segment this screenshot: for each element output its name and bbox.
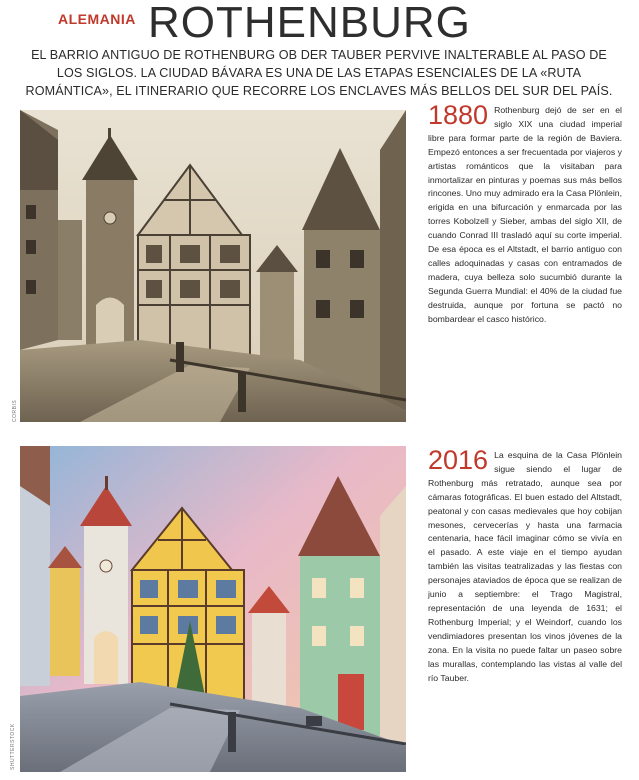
photo-credit-2016: SHUTTERSTOCK [10,723,16,770]
historic-photo-illustration [20,110,406,422]
modern-photo-2016 [20,446,406,772]
section-2016-text: La esquina de la Casa Plönlein sigue siendo el lugar de Rothenburg más retratado, aunque sea por cámaras fotográficas. El buen estado del Altstadt, peatonal y con casas medievales que hoy cobijan mesones, cervecerías y hasta una farmacia centenaria, hace fácil imaginar cómo se vivía en el pasado. A este viaje en el tiempo ayudan también las visitas teatralizadas y las fiestas con personajes ataviados de época que se realizan de junio a septiembre: el Trago Magistral, representación de una leyenda de 1631; el Rothenburg Imperial; y el Weindorf, cuando los vendimiadores presentan los vinos jóvenes de la zona. En la visita no puede faltar un paseo sobre las murallas, contemplando las vistas al valle del río Tauber. [428,450,622,683]
section-kicker: ALEMANIA [58,11,136,27]
modern-photo-illustration [20,446,406,772]
year-2016: 2016 [428,445,489,475]
year-1880: 1880 [428,100,489,130]
page-header [0,0,639,47]
section-2016 [428,445,622,685]
page-title: ROTHENBURG [148,0,471,47]
section-1880-text: Rothenburg dejó de ser en el siglo XIX una ciudad imperial libre para formar parte de la región de Baviera. Empezó entonces a ser frecuentada por viajeros y artistas románticos que la visitaban para inmortalizar en pinturas y poemas sus más bellos rincones. Uno muy admirado era la Casa Plönlein, erigida en una bifurcación y enmarcada por las torres Kobolzell y Sieber, ambas del siglo XII, de cuando Conrad III trasladó aquí su corte imperial. De esa época es el Altstadt, el barrio antiguo con calles adoquinadas y casas con entramados de madera, cuya belleza solo sucumbió durante la Segunda Guerra Mundial: el 40% de la ciudad fue destruida, aunque por fortuna se pactó no bombardear el casco histórico. [428,105,622,324]
photo-credit-1880: CORBIS [12,399,18,422]
historic-photo-1880 [20,110,406,422]
section-1880 [428,100,622,327]
intro-paragraph: EL BARRIO ANTIGUO DE ROTHENBURG OB DER TAUBER PERVIVE INALTERABLE AL PASO DE LOS SIGLOS. LA CIUDAD BÁVARA ES UNA DE LAS ETAPAS ESENCIALES DE LA «RUTA ROMÁNTICA», EL ITINERARIO QUE RECORRE LOS ENCLAVES MÁS BELLOS DEL SUR DEL PAÍS. [25,48,613,98]
